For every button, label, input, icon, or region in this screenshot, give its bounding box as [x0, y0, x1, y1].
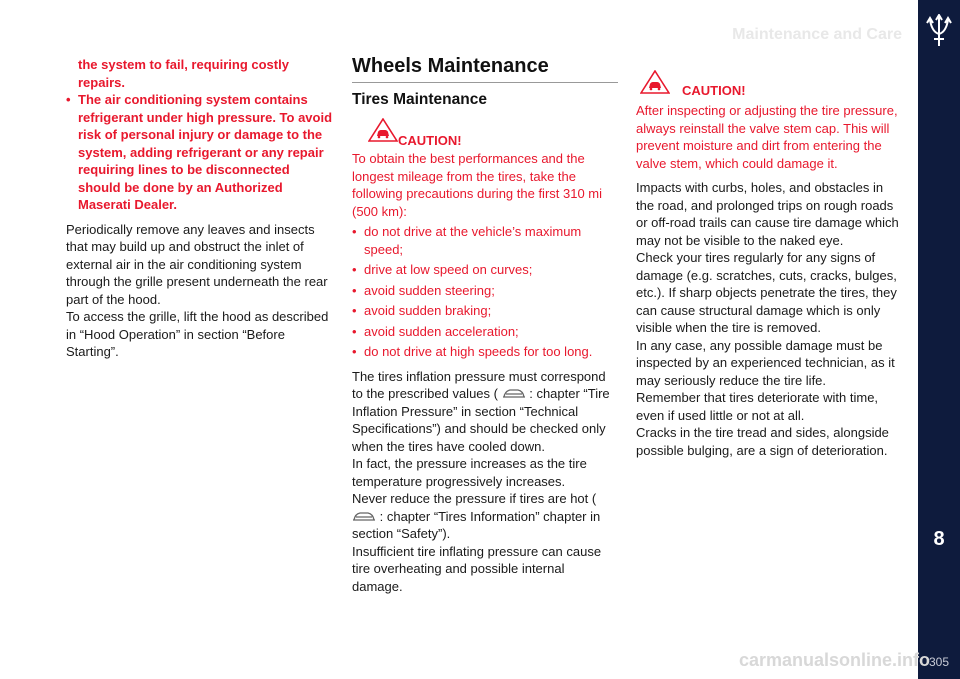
- column-2: [352, 56, 618, 595]
- paragraph: To access the grille, lift the hood as described in “Hood Operation” in section “Before Starting”.: [66, 309, 329, 359]
- warning-item: • The air conditioning system contains refrigerant under high pressure. To avoid risk of personal injury or damage to the system, adding refrigerant or any repair requiring lines to be disconnected should be done by an Authorized Maserati Dealer.: [66, 91, 334, 214]
- precaution-list: [352, 223, 618, 361]
- list-item: • avoid sudden acceleration;: [352, 323, 618, 341]
- list-item: • do not drive at high speeds for too long.: [352, 343, 618, 361]
- warning-continuation: the system to fail, requiring costly repairs.: [78, 57, 289, 90]
- paragraph: [352, 368, 618, 456]
- paragraph: Insufficient tire inflating pressure can cause tire overheating and possible internal damage.: [352, 543, 602, 594]
- text-run: : chapter “Tires Information” chapter in section “Safety”).: [352, 508, 601, 541]
- column-3: [636, 80, 904, 459]
- caution-header: [352, 114, 618, 150]
- paragraph: [352, 490, 618, 543]
- text-run: : chapter “Tire Inflation Pressure” in section “Technical Specifications”) and should be checked only when the tires have cooled down.: [352, 386, 610, 454]
- section-heading: Wheels Maintenance: [352, 58, 618, 83]
- caution-text: After inspecting or adjusting the tire pressure, always reinstall the valve stem cap. This will prevent moisture and dirt from entering the valve stem, which could damage it.: [636, 103, 898, 171]
- subsection-heading: Tires Maintenance: [352, 90, 487, 108]
- list-item: • avoid sudden braking;: [352, 302, 618, 320]
- watermark: carmanualsonline.info: [738, 650, 930, 670]
- list-item: • avoid sudden steering;: [352, 282, 618, 300]
- caution-label: CAUTION!: [682, 83, 746, 98]
- column-1: [66, 56, 334, 361]
- section-header-title: Maintenance and Care: [732, 26, 902, 43]
- paragraph: In fact, the pressure increases as the tire temperature progressively increases.: [352, 456, 587, 489]
- paragraph: Check your tires regularly for any signs of damage (e.g. scratches, cuts, cracks, bulges, etc.). If sharp objects penetrate the tires, they can cause structural damage which is only visible when the tire is removed.: [636, 250, 897, 335]
- chapter-sidebar: [918, 0, 960, 679]
- car-warning-triangle-icon: [368, 118, 398, 142]
- list-item: • do not drive at the vehicle’s maximum speed;: [352, 223, 618, 258]
- paragraph: In any case, any possible damage must be inspected by an experienced technician, as it may seriously reduce the tire life.: [636, 337, 895, 388]
- caution-header: [636, 80, 904, 102]
- car-silhouette-icon: [502, 385, 526, 401]
- trident-logo-icon: [924, 14, 954, 48]
- text-run: The tires inflation pressure must correspond to the prescribed values (: [352, 368, 606, 401]
- paragraph: Cracks in the tire tread and sides, alongside possible bulging, are a sign of deterioration.: [636, 425, 889, 458]
- text-run: Never reduce the pressure if tires are hot (: [352, 491, 597, 506]
- caution-label: CAUTION!: [398, 133, 462, 148]
- paragraph: Periodically remove any leaves and insects that may build up and obstruct the inlet of external air in the air conditioning system through the grille present underneath the rear part of the hood.: [66, 221, 328, 307]
- page-number: 305: [928, 655, 950, 669]
- caution-text: To obtain the best performances and the longest mileage from the tires, take the following precautions during the first 310 mi (500 km):: [352, 151, 603, 219]
- chapter-number: 8: [933, 528, 945, 550]
- car-warning-triangle-icon: [640, 70, 670, 94]
- paragraph: Remember that tires deteriorate with time, even if used little or not at all.: [636, 390, 879, 423]
- car-silhouette-icon: [352, 508, 376, 524]
- paragraph: Impacts with curbs, holes, and obstacles in the road, and prolonged trips on rough roads or off-road trails can cause tire damage which may not be visible to the naked eye.: [636, 180, 899, 248]
- warning-list: [66, 91, 334, 214]
- list-item: • drive at low speed on curves;: [352, 261, 618, 279]
